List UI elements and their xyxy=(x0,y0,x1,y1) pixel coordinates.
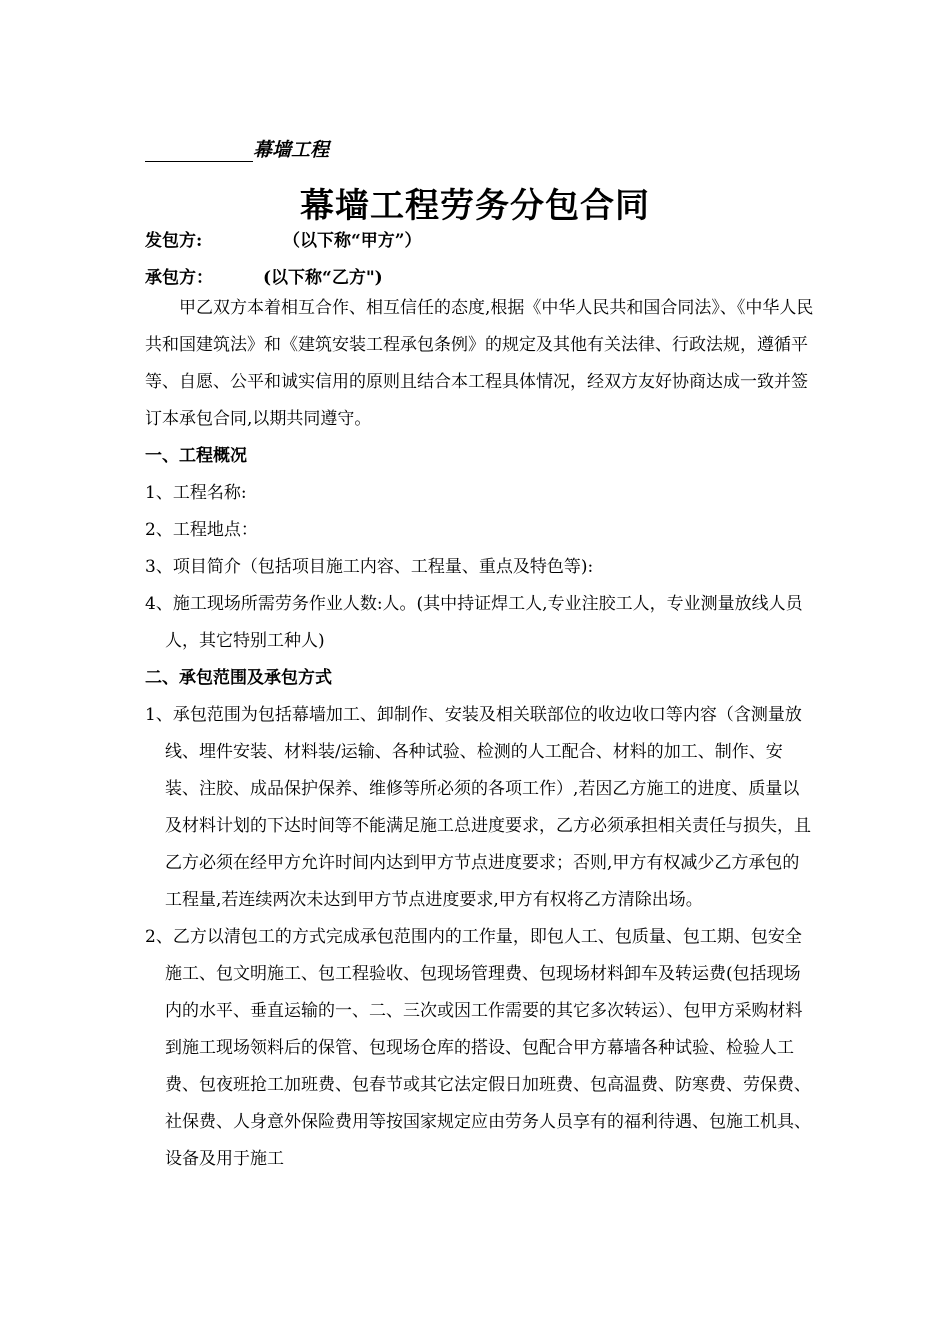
contractor-line xyxy=(145,263,383,288)
employer-label: 发包方: xyxy=(145,231,203,251)
scope-item: 1、承包范围为包括幕墙加工、卸制作、安装及相关联部位的收边收口等内容（含测量放线、埋件安装、材料装/运输、各种试验、检测的人工配合、材料的加工、制作、安装、注胶、成品保护保养、维修等所必须的各项工作）,若因乙方施工的进度、质量以及材料计划的下达时间等不能满足施工总进度要求，乙方必须承担相关责任与损失，且乙方必须在经甲方允许时间内达到甲方节点进度要求；否则,甲方有权减少乙方承包的工程量,若连续两次未达到甲方节点进度要求,甲方有权将乙方清除出场。 xyxy=(145,705,811,910)
project-label: 幕墙工程 xyxy=(253,139,330,161)
project-header xyxy=(145,135,329,162)
overview-item: 1、工程名称: xyxy=(145,483,247,503)
section-heading-scope: 二、承包范围及承包方式 xyxy=(145,668,332,688)
contract-body xyxy=(145,290,815,1178)
contractor-label: 承包方： xyxy=(145,268,213,288)
project-name-blank xyxy=(145,143,253,162)
employer-alias: （以下称“甲方”） xyxy=(283,231,422,251)
contract-title: 幕墙工程劳务分包合同 xyxy=(300,186,650,226)
overview-item: 4、施工现场所需劳务作业人数:人。(其中持证焊工人,专业注胶工人，专业测量放线人员人，其它特别工种人) xyxy=(145,594,803,651)
overview-item: 3、项目简介（包括项目施工内容、工程量、重点及特色等): xyxy=(145,557,594,577)
intro-paragraph: 甲乙双方本着相互合作、相互信任的态度,根据《中华人民共和国合同法》、《中华人民共和国建筑法》和《建筑安装工程承包条例》的规定及其他有关法律、行政法规，遵循平等、自愿、公平和诚实信用的原则且结合本工程具体情况，经双方友好协商达成一致并签订本承包合同,以期共同遵守。 xyxy=(145,298,814,429)
employer-line xyxy=(145,226,422,251)
section-heading-overview: 一、工程概况 xyxy=(145,446,247,466)
scope-item: 2、乙方以清包工的方式完成承包范围内的工作量，即包人工、包质量、包工期、包安全施工、包文明施工、包工程验收、包现场管理费、包现场材料卸车及转运费(包括现场内的水平、垂直运输的一、二、三次或因工作需要的其它多次转运）、包甲方采购材料到施工现场领料后的保管、包现场仓库的搭设、包配合甲方幕墙各种试验、检验人工费、包夜班抢工加班费、包春节或其它法定假日加班费、包高温费、防寒费、劳保费、社保费、人身意外保险费用等按国家规定应由劳务人员享有的福利待遇、包施工机具、设备及用于施工 xyxy=(145,927,811,1169)
overview-item: 2、工程地点： xyxy=(145,520,258,540)
contractor-alias: (以下称“乙方") xyxy=(263,268,383,288)
